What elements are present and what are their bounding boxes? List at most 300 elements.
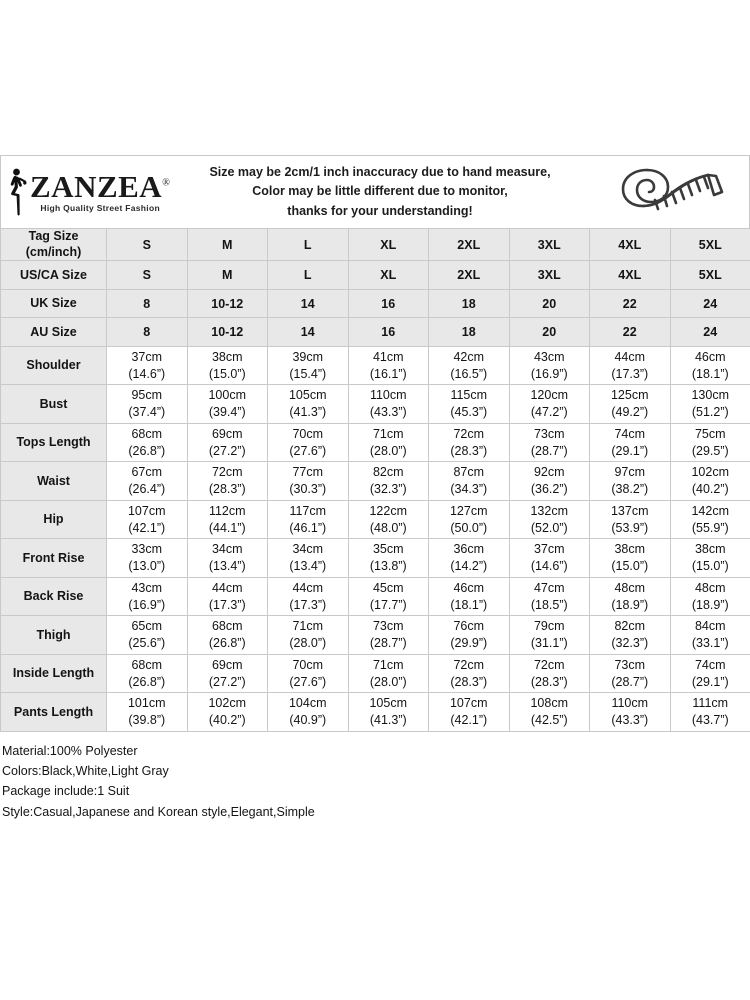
cell-tag-size-m: M <box>187 229 268 261</box>
value-cm: 127cm <box>449 503 488 518</box>
value-cm: 75cm <box>694 426 726 441</box>
cell-pants-length-s <box>107 693 188 732</box>
value-inch: (36.2”) <box>530 482 568 496</box>
cell-pants-length-2xl <box>429 693 510 732</box>
value-cm: 72cm <box>211 465 243 480</box>
value-inch: (13.4”) <box>208 559 246 573</box>
value-inch: (28.0”) <box>289 636 327 650</box>
value-inch: (27.2”) <box>208 443 246 458</box>
value-cm: 68cm <box>211 619 243 634</box>
cell-bust-s <box>107 385 188 424</box>
value-cm: 71cm <box>372 657 404 672</box>
row-label-bust: Bust <box>1 385 107 424</box>
value-inch: (40.9”) <box>289 713 327 727</box>
value-inch: (43.7”) <box>691 713 729 727</box>
value-inch: (27.6”) <box>289 443 327 458</box>
cell-front-rise-4xl <box>590 539 671 578</box>
value-inch: (26.8”) <box>128 674 166 689</box>
value-cm: 76cm <box>453 619 485 634</box>
value-cm: 97cm <box>614 465 646 480</box>
cell-waist-l <box>268 462 349 501</box>
cell-tag-size-xl: XL <box>348 229 429 261</box>
value-inch: (13.8”) <box>369 559 407 573</box>
value-cm: 46cm <box>694 349 726 364</box>
cell-uk-3xl: 20 <box>509 289 590 318</box>
value-cm: 115cm <box>450 388 488 403</box>
row-label-tops-length: Tops Length <box>1 423 107 462</box>
value-inch: (15.0”) <box>611 559 649 573</box>
cell-shoulder-l <box>268 346 349 385</box>
cell-uk-l: 14 <box>268 289 349 318</box>
value-inch: (28.3”) <box>450 443 488 458</box>
row-label-inside-length: Inside Length <box>1 654 107 693</box>
value-cm: 79cm <box>533 619 565 634</box>
table-row <box>1 423 750 462</box>
row-label-front-rise: Front Rise <box>1 539 107 578</box>
value-inch: (17.7”) <box>369 597 407 612</box>
size-chart-table <box>0 228 750 732</box>
value-inch: (27.6”) <box>289 674 327 689</box>
value-cm: 65cm <box>131 619 163 634</box>
value-cm: 68cm <box>131 426 163 441</box>
value-inch: (29.5”) <box>691 443 729 458</box>
cell-tops-length-s <box>107 423 188 462</box>
value-cm: 71cm <box>292 619 324 634</box>
cell-back-rise-5xl <box>670 577 750 616</box>
cell-thigh-s <box>107 616 188 655</box>
value-inch: (17.3”) <box>289 597 327 612</box>
cell-us-ca-xl: XL <box>348 261 429 290</box>
cell-back-rise-2xl <box>429 577 510 616</box>
value-inch: (28.3”) <box>450 674 488 689</box>
value-inch: (28.0”) <box>369 674 407 689</box>
notice-line-1: Size may be 2cm/1 inch inaccuracy due to hand measure, <box>209 164 551 179</box>
value-inch: (40.2”) <box>208 713 246 727</box>
value-inch: (18.9”) <box>691 597 729 612</box>
value-inch: (28.0”) <box>369 443 407 458</box>
cell-inside-length-l <box>268 654 349 693</box>
cell-tops-length-l <box>268 423 349 462</box>
value-cm: 45cm <box>372 580 404 595</box>
cell-au-xl: 16 <box>348 318 429 347</box>
cell-tops-length-5xl <box>670 423 750 462</box>
cell-tops-length-m <box>187 423 268 462</box>
value-inch: (47.2”) <box>530 405 568 419</box>
cell-front-rise-s <box>107 539 188 578</box>
cell-shoulder-5xl <box>670 346 750 385</box>
value-inch: (14.2”) <box>450 559 488 573</box>
value-cm: 104cm <box>288 696 327 711</box>
value-inch: (16.9”) <box>530 366 568 381</box>
value-inch: (26.8”) <box>208 636 246 650</box>
cell-hip-s <box>107 500 188 539</box>
cell-front-rise-l <box>268 539 349 578</box>
cell-hip-5xl <box>670 500 750 539</box>
value-inch: (43.3”) <box>369 405 407 419</box>
value-inch: (52.0”) <box>530 520 568 535</box>
value-cm: 46cm <box>453 580 485 595</box>
cell-au-2xl: 18 <box>429 318 510 347</box>
value-inch: (28.3”) <box>208 482 246 496</box>
brand-name <box>30 169 171 205</box>
cell-hip-2xl <box>429 500 510 539</box>
cell-us-ca-s: S <box>107 261 188 290</box>
brand-logo <box>1 167 171 217</box>
cell-hip-4xl <box>590 500 671 539</box>
cell-tops-length-3xl <box>509 423 590 462</box>
cell-inside-length-xl <box>348 654 429 693</box>
value-cm: 67cm <box>131 465 163 480</box>
value-cm: 44cm <box>211 580 243 595</box>
cell-waist-s <box>107 462 188 501</box>
brand-name-text: ZANZEA <box>30 169 163 205</box>
table-row <box>1 693 750 732</box>
value-inch: (17.3”) <box>611 366 649 381</box>
cell-waist-xl <box>348 462 429 501</box>
cell-pants-length-xl <box>348 693 429 732</box>
value-inch: (14.6”) <box>128 366 166 381</box>
value-cm: 68cm <box>131 657 163 672</box>
cell-inside-length-m <box>187 654 268 693</box>
value-inch: (18.1”) <box>450 597 488 612</box>
value-cm: 137cm <box>610 503 649 518</box>
registered-trademark-icon: ® <box>162 177 171 189</box>
table-row <box>1 289 750 318</box>
cell-tops-length-2xl <box>429 423 510 462</box>
value-inch: (55.9”) <box>691 520 729 535</box>
value-inch: (16.5”) <box>450 366 488 381</box>
value-cm: 48cm <box>614 580 646 595</box>
table-row <box>1 500 750 539</box>
value-inch: (18.5”) <box>530 597 568 612</box>
detail-colors: Colors:Black,White,Light Gray <box>2 764 169 778</box>
cell-thigh-xl <box>348 616 429 655</box>
value-cm: 108cm <box>530 696 569 711</box>
table-row <box>1 654 750 693</box>
cell-back-rise-xl <box>348 577 429 616</box>
cell-uk-5xl: 24 <box>670 289 750 318</box>
value-inch: (32.3”) <box>369 482 407 496</box>
value-inch: (28.7”) <box>369 636 407 650</box>
value-inch: (33.1”) <box>691 636 729 650</box>
value-cm: 95cm <box>131 388 163 403</box>
value-inch: (28.7”) <box>530 443 568 458</box>
value-inch: (16.9”) <box>128 597 166 612</box>
table-row <box>1 462 750 501</box>
cell-inside-length-2xl <box>429 654 510 693</box>
value-cm: 74cm <box>694 657 726 672</box>
value-cm: 107cm <box>127 503 166 518</box>
cell-us-ca-3xl: 3XL <box>509 261 590 290</box>
value-cm: 70cm <box>292 426 324 441</box>
value-cm: 42cm <box>453 349 485 364</box>
cell-us-ca-5xl: 5XL <box>670 261 750 290</box>
value-inch: (26.8”) <box>128 443 166 458</box>
value-inch: (28.7”) <box>611 674 649 689</box>
value-inch: (42.1”) <box>450 713 488 727</box>
value-cm: 72cm <box>453 657 485 672</box>
value-cm: 43cm <box>131 580 163 595</box>
value-cm: 110cm <box>369 388 407 403</box>
value-inch: (39.4”) <box>208 405 246 419</box>
value-cm: 105cm <box>288 388 327 403</box>
value-inch: (30.3”) <box>289 482 327 496</box>
cell-back-rise-3xl <box>509 577 590 616</box>
value-cm: 44cm <box>292 580 324 595</box>
cell-front-rise-5xl <box>670 539 750 578</box>
value-inch: (49.2”) <box>611 405 649 419</box>
value-inch: (50.0”) <box>450 520 488 535</box>
cell-front-rise-2xl <box>429 539 510 578</box>
value-inch: (32.3”) <box>611 636 649 650</box>
value-inch: (42.1”) <box>128 520 166 535</box>
value-inch: (46.1”) <box>289 520 327 535</box>
cell-back-rise-s <box>107 577 188 616</box>
cell-pants-length-4xl <box>590 693 671 732</box>
row-label-line-1: Tag Size <box>28 229 79 243</box>
value-cm: 77cm <box>292 465 324 480</box>
value-inch: (43.3”) <box>611 713 649 727</box>
value-cm: 39cm <box>292 349 324 364</box>
cell-hip-l <box>268 500 349 539</box>
row-label-thigh: Thigh <box>1 616 107 655</box>
cell-uk-2xl: 18 <box>429 289 510 318</box>
value-inch: (15.4”) <box>289 366 327 381</box>
cell-au-m: 10-12 <box>187 318 268 347</box>
cell-back-rise-4xl <box>590 577 671 616</box>
cell-thigh-2xl <box>429 616 510 655</box>
cell-bust-3xl <box>509 385 590 424</box>
value-cm: 41cm <box>372 349 404 364</box>
cell-shoulder-xl <box>348 346 429 385</box>
value-cm: 110cm <box>611 696 649 711</box>
detail-material: Material:100% Polyester <box>2 743 138 758</box>
row-label-shoulder: Shoulder <box>1 346 107 385</box>
detail-package: Package include:1 Suit <box>2 784 130 799</box>
measuring-tape-icon <box>599 163 749 221</box>
value-cm: 70cm <box>292 657 324 672</box>
cell-inside-length-5xl <box>670 654 750 693</box>
size-chart-sheet <box>0 155 750 822</box>
value-inch: (18.1”) <box>691 366 729 381</box>
product-details <box>0 741 750 822</box>
value-cm: 73cm <box>372 619 404 634</box>
value-cm: 38cm <box>211 349 243 364</box>
measurement-notice <box>161 163 599 221</box>
cell-tag-size-2xl: 2XL <box>429 229 510 261</box>
cell-us-ca-m: M <box>187 261 268 290</box>
cell-au-4xl: 22 <box>590 318 671 347</box>
value-cm: 107cm <box>449 696 488 711</box>
cell-au-s: 8 <box>107 318 188 347</box>
value-inch: (15.0”) <box>691 559 729 573</box>
cell-inside-length-4xl <box>590 654 671 693</box>
value-inch: (37.4”) <box>128 405 166 419</box>
value-cm: 142cm <box>691 503 730 518</box>
cell-hip-xl <box>348 500 429 539</box>
cell-bust-l <box>268 385 349 424</box>
cell-shoulder-s <box>107 346 188 385</box>
detail-style: Style:Casual,Japanese and Korean style,Elegant,Simple <box>2 804 315 819</box>
value-cm: 69cm <box>211 657 243 672</box>
table-row <box>1 577 750 616</box>
value-cm: 47cm <box>533 580 565 595</box>
value-inch: (48.0”) <box>369 520 407 535</box>
value-cm: 48cm <box>694 580 726 595</box>
cell-thigh-m <box>187 616 268 655</box>
cell-inside-length-3xl <box>509 654 590 693</box>
value-cm: 74cm <box>614 426 646 441</box>
cell-tops-length-xl <box>348 423 429 462</box>
notice-line-3: thanks for your understanding! <box>287 203 473 218</box>
value-cm: 120cm <box>530 388 569 403</box>
value-inch: (27.2”) <box>208 674 246 689</box>
value-inch: (39.8”) <box>128 713 166 727</box>
value-cm: 112cm <box>208 503 246 518</box>
value-cm: 44cm <box>614 349 646 364</box>
cell-front-rise-3xl <box>509 539 590 578</box>
row-label-line-2: (cm/inch) <box>25 244 82 259</box>
row-label-au-size: AU Size <box>1 318 107 347</box>
cell-shoulder-3xl <box>509 346 590 385</box>
value-cm: 37cm <box>131 349 163 364</box>
value-cm: 34cm <box>292 542 324 557</box>
cell-pants-length-3xl <box>509 693 590 732</box>
cell-bust-5xl <box>670 385 750 424</box>
row-label-uk-size: UK Size <box>1 289 107 318</box>
row-label-hip: Hip <box>1 500 107 539</box>
value-cm: 82cm <box>372 465 404 480</box>
value-inch: (44.1”) <box>208 520 246 535</box>
table-row <box>1 229 750 261</box>
cell-tag-size-l: L <box>268 229 349 261</box>
value-inch: (40.2”) <box>691 482 729 496</box>
cell-waist-5xl <box>670 462 750 501</box>
woman-silhouette-icon <box>7 167 29 217</box>
table-row <box>1 539 750 578</box>
chart-header <box>0 155 750 228</box>
value-cm: 34cm <box>211 542 243 557</box>
cell-uk-m: 10-12 <box>187 289 268 318</box>
value-cm: 102cm <box>691 465 730 480</box>
cell-front-rise-xl <box>348 539 429 578</box>
value-cm: 84cm <box>694 619 726 634</box>
value-inch: (29.9”) <box>450 636 488 650</box>
row-label-back-rise: Back Rise <box>1 577 107 616</box>
value-cm: 100cm <box>208 388 247 403</box>
value-inch: (28.3”) <box>530 674 568 689</box>
value-cm: 122cm <box>369 503 408 518</box>
value-inch: (26.4”) <box>128 482 166 496</box>
value-cm: 102cm <box>208 696 247 711</box>
value-cm: 92cm <box>533 465 565 480</box>
table-row <box>1 318 750 347</box>
value-cm: 130cm <box>691 388 730 403</box>
cell-tag-size-3xl: 3XL <box>509 229 590 261</box>
value-inch: (41.3”) <box>289 405 327 419</box>
value-cm: 101cm <box>127 696 166 711</box>
value-inch: (34.3”) <box>450 482 488 496</box>
value-inch: (29.1”) <box>611 443 649 458</box>
cell-bust-4xl <box>590 385 671 424</box>
value-inch: (51.2”) <box>691 405 729 419</box>
cell-bust-xl <box>348 385 429 424</box>
value-inch: (45.3”) <box>450 405 488 419</box>
value-cm: 72cm <box>453 426 485 441</box>
cell-bust-m <box>187 385 268 424</box>
cell-au-3xl: 20 <box>509 318 590 347</box>
value-inch: (14.6”) <box>530 559 568 573</box>
value-cm: 73cm <box>533 426 565 441</box>
cell-hip-3xl <box>509 500 590 539</box>
cell-shoulder-m <box>187 346 268 385</box>
cell-waist-3xl <box>509 462 590 501</box>
cell-hip-m <box>187 500 268 539</box>
cell-pants-length-5xl <box>670 693 750 732</box>
cell-us-ca-2xl: 2XL <box>429 261 510 290</box>
value-inch: (17.3”) <box>208 597 246 612</box>
table-row <box>1 261 750 290</box>
cell-us-ca-4xl: 4XL <box>590 261 671 290</box>
cell-thigh-3xl <box>509 616 590 655</box>
value-cm: 69cm <box>211 426 243 441</box>
cell-uk-s: 8 <box>107 289 188 318</box>
value-inch: (13.0”) <box>128 559 166 573</box>
cell-pants-length-m <box>187 693 268 732</box>
brand-tagline: High Quality Street Fashion <box>40 203 160 214</box>
value-inch: (38.2”) <box>611 482 649 496</box>
value-cm: 71cm <box>372 426 404 441</box>
cell-waist-4xl <box>590 462 671 501</box>
cell-shoulder-4xl <box>590 346 671 385</box>
value-cm: 105cm <box>369 696 408 711</box>
value-cm: 117cm <box>289 503 327 518</box>
value-cm: 125cm <box>610 388 649 403</box>
row-label-tag-size <box>1 229 107 261</box>
cell-back-rise-m <box>187 577 268 616</box>
value-inch: (16.1”) <box>369 366 407 381</box>
value-inch: (15.0”) <box>208 366 246 381</box>
cell-shoulder-2xl <box>429 346 510 385</box>
row-label-pants-length: Pants Length <box>1 693 107 732</box>
value-cm: 33cm <box>131 542 163 557</box>
cell-au-l: 14 <box>268 318 349 347</box>
value-inch: (31.1”) <box>530 636 568 650</box>
measurement-rows <box>1 346 750 731</box>
value-cm: 72cm <box>533 657 565 672</box>
cell-tag-size-5xl: 5XL <box>670 229 750 261</box>
cell-tag-size-s: S <box>107 229 188 261</box>
value-cm: 36cm <box>453 542 485 557</box>
value-cm: 38cm <box>614 542 646 557</box>
cell-au-5xl: 24 <box>670 318 750 347</box>
cell-tops-length-4xl <box>590 423 671 462</box>
table-row <box>1 616 750 655</box>
cell-thigh-5xl <box>670 616 750 655</box>
value-inch: (18.9”) <box>611 597 649 612</box>
value-cm: 87cm <box>453 465 485 480</box>
cell-thigh-l <box>268 616 349 655</box>
cell-us-ca-l: L <box>268 261 349 290</box>
notice-line-2: Color may be little different due to monitor, <box>252 184 508 199</box>
cell-inside-length-s <box>107 654 188 693</box>
cell-bust-2xl <box>429 385 510 424</box>
cell-front-rise-m <box>187 539 268 578</box>
table-row <box>1 385 750 424</box>
row-label-us-ca-size: US/CA Size <box>1 261 107 290</box>
value-cm: 37cm <box>533 542 565 557</box>
cell-uk-4xl: 22 <box>590 289 671 318</box>
